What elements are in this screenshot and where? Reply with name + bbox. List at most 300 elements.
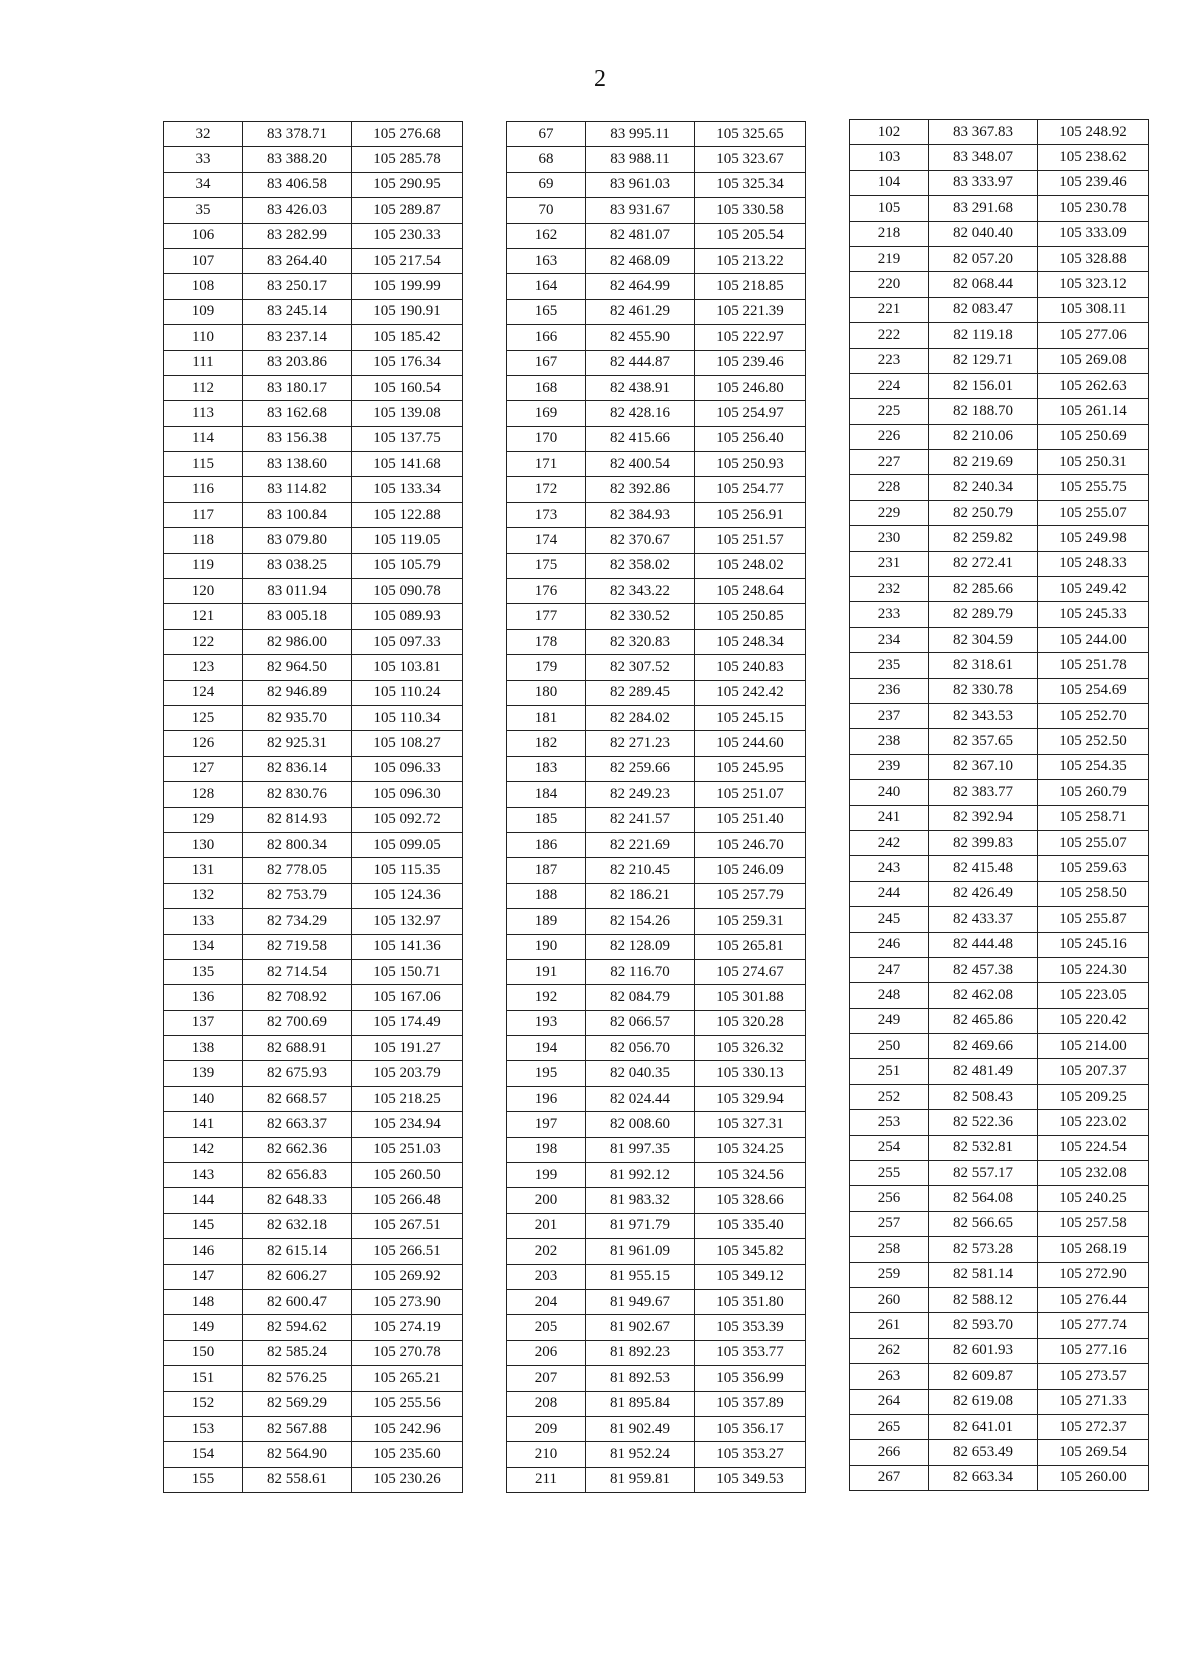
x-coordinate-cell: 82 619.08 (929, 1389, 1038, 1414)
table-row (164, 680, 463, 705)
point-number-cell: 103 (850, 145, 929, 170)
table-row (164, 604, 463, 629)
y-coordinate-cell: 105 223.02 (1038, 1110, 1149, 1135)
point-number-cell: 35 (164, 198, 243, 223)
point-number-cell: 165 (507, 299, 586, 324)
y-coordinate-cell: 105 276.68 (352, 122, 463, 147)
table-row (850, 1211, 1149, 1236)
table-row (850, 1440, 1149, 1465)
table-row (850, 1059, 1149, 1084)
point-number-cell: 183 (507, 756, 586, 781)
x-coordinate-cell: 82 249.23 (586, 782, 695, 807)
y-coordinate-cell: 105 105.79 (352, 553, 463, 578)
y-coordinate-cell: 105 353.77 (695, 1340, 806, 1365)
table-row (164, 1467, 463, 1492)
y-coordinate-cell: 105 257.79 (695, 883, 806, 908)
y-coordinate-cell: 105 242.96 (352, 1416, 463, 1441)
y-coordinate-cell: 105 244.60 (695, 731, 806, 756)
y-coordinate-cell: 105 357.89 (695, 1391, 806, 1416)
y-coordinate-cell: 105 209.25 (1038, 1084, 1149, 1109)
x-coordinate-cell: 82 040.40 (929, 221, 1038, 246)
y-coordinate-cell: 105 256.91 (695, 502, 806, 527)
point-number-cell: 32 (164, 122, 243, 147)
table-row (850, 1084, 1149, 1109)
table-row (507, 375, 806, 400)
table-row (850, 475, 1149, 500)
point-number-cell: 204 (507, 1289, 586, 1314)
y-coordinate-cell: 105 256.40 (695, 426, 806, 451)
point-number-cell: 181 (507, 705, 586, 730)
table-row (164, 655, 463, 680)
y-coordinate-cell: 105 238.62 (1038, 145, 1149, 170)
x-coordinate-cell: 82 289.45 (586, 680, 695, 705)
x-coordinate-cell: 82 700.69 (243, 1010, 352, 1035)
x-coordinate-cell: 81 902.67 (586, 1315, 695, 1340)
point-number-cell: 196 (507, 1086, 586, 1111)
table-row (164, 350, 463, 375)
point-number-cell: 223 (850, 348, 929, 373)
y-coordinate-cell: 105 250.31 (1038, 450, 1149, 475)
x-coordinate-cell: 82 465.86 (929, 1008, 1038, 1033)
y-coordinate-cell: 105 325.65 (695, 122, 806, 147)
point-number-cell: 33 (164, 147, 243, 172)
point-number-cell: 261 (850, 1313, 929, 1338)
table-row (164, 1112, 463, 1137)
point-number-cell: 163 (507, 248, 586, 273)
point-number-cell: 237 (850, 703, 929, 728)
table-row (507, 1289, 806, 1314)
y-coordinate-cell: 105 273.90 (352, 1289, 463, 1314)
point-number-cell: 259 (850, 1262, 929, 1287)
point-number-cell: 190 (507, 934, 586, 959)
point-number-cell: 202 (507, 1239, 586, 1264)
y-coordinate-cell: 105 349.12 (695, 1264, 806, 1289)
table-row (507, 350, 806, 375)
table-row (507, 147, 806, 172)
x-coordinate-cell: 82 481.49 (929, 1059, 1038, 1084)
point-number-cell: 141 (164, 1112, 243, 1137)
point-number-cell: 169 (507, 401, 586, 426)
x-coordinate-cell: 82 481.07 (586, 223, 695, 248)
table-row (164, 452, 463, 477)
point-number-cell: 244 (850, 881, 929, 906)
table-row (164, 858, 463, 883)
y-coordinate-cell: 105 246.80 (695, 375, 806, 400)
x-coordinate-cell: 82 468.09 (586, 248, 695, 273)
y-coordinate-cell: 105 251.78 (1038, 653, 1149, 678)
point-number-cell: 118 (164, 528, 243, 553)
y-coordinate-cell: 105 249.42 (1038, 577, 1149, 602)
y-coordinate-cell: 105 248.92 (1038, 120, 1149, 145)
table-row (507, 655, 806, 680)
x-coordinate-cell: 82 188.70 (929, 399, 1038, 424)
x-coordinate-cell: 82 285.66 (929, 577, 1038, 602)
x-coordinate-cell: 83 333.97 (929, 170, 1038, 195)
point-number-cell: 171 (507, 452, 586, 477)
table-row (507, 122, 806, 147)
table-row (164, 1442, 463, 1467)
table-row (850, 196, 1149, 221)
table-row (164, 1315, 463, 1340)
x-coordinate-cell: 82 400.54 (586, 452, 695, 477)
table-row (164, 1391, 463, 1416)
x-coordinate-cell: 82 307.52 (586, 655, 695, 680)
x-coordinate-cell: 81 961.09 (586, 1239, 695, 1264)
table-row (507, 1391, 806, 1416)
x-coordinate-cell: 83 961.03 (586, 172, 695, 197)
point-number-cell: 184 (507, 782, 586, 807)
table-row (164, 1036, 463, 1061)
point-number-cell: 235 (850, 653, 929, 678)
x-coordinate-cell: 82 653.49 (929, 1440, 1038, 1465)
y-coordinate-cell: 105 320.28 (695, 1010, 806, 1035)
point-number-cell: 34 (164, 172, 243, 197)
table-row (164, 807, 463, 832)
table-row (507, 629, 806, 654)
x-coordinate-cell: 82 576.25 (243, 1366, 352, 1391)
table-row (850, 577, 1149, 602)
point-number-cell: 120 (164, 579, 243, 604)
point-number-cell: 256 (850, 1186, 929, 1211)
y-coordinate-cell: 105 255.07 (1038, 500, 1149, 525)
table-row (164, 883, 463, 908)
point-number-cell: 110 (164, 325, 243, 350)
y-coordinate-cell: 105 230.26 (352, 1467, 463, 1492)
y-coordinate-cell: 105 242.42 (695, 680, 806, 705)
point-number-cell: 147 (164, 1264, 243, 1289)
y-coordinate-cell: 105 323.67 (695, 147, 806, 172)
y-coordinate-cell: 105 141.68 (352, 452, 463, 477)
point-number-cell: 109 (164, 299, 243, 324)
table-row (850, 120, 1149, 145)
y-coordinate-cell: 105 174.49 (352, 1010, 463, 1035)
point-number-cell: 192 (507, 985, 586, 1010)
y-coordinate-cell: 105 249.98 (1038, 526, 1149, 551)
table-row (507, 172, 806, 197)
table-row (164, 579, 463, 604)
point-number-cell: 136 (164, 985, 243, 1010)
y-coordinate-cell: 105 328.88 (1038, 246, 1149, 271)
x-coordinate-cell: 83 931.67 (586, 198, 695, 223)
table-row (507, 756, 806, 781)
y-coordinate-cell: 105 269.54 (1038, 1440, 1149, 1465)
x-coordinate-cell: 83 367.83 (929, 120, 1038, 145)
x-coordinate-cell: 82 083.47 (929, 297, 1038, 322)
x-coordinate-cell: 81 971.79 (586, 1213, 695, 1238)
point-number-cell: 197 (507, 1112, 586, 1137)
x-coordinate-cell: 82 601.93 (929, 1338, 1038, 1363)
y-coordinate-cell: 105 239.46 (695, 350, 806, 375)
point-number-cell: 117 (164, 502, 243, 527)
point-number-cell: 128 (164, 782, 243, 807)
y-coordinate-cell: 105 259.31 (695, 909, 806, 934)
y-coordinate-cell: 105 167.06 (352, 985, 463, 1010)
y-coordinate-cell: 105 214.00 (1038, 1034, 1149, 1059)
point-number-cell: 111 (164, 350, 243, 375)
point-number-cell: 176 (507, 579, 586, 604)
x-coordinate-cell: 82 663.37 (243, 1112, 352, 1137)
table-row (507, 1467, 806, 1492)
y-coordinate-cell: 105 261.14 (1038, 399, 1149, 424)
point-number-cell: 193 (507, 1010, 586, 1035)
y-coordinate-cell: 105 092.72 (352, 807, 463, 832)
x-coordinate-cell: 82 606.27 (243, 1264, 352, 1289)
x-coordinate-cell: 82 068.44 (929, 272, 1038, 297)
point-number-cell: 139 (164, 1061, 243, 1086)
x-coordinate-cell: 82 986.00 (243, 629, 352, 654)
x-coordinate-cell: 82 675.93 (243, 1061, 352, 1086)
table-row (507, 452, 806, 477)
table-row (850, 1110, 1149, 1135)
x-coordinate-cell: 82 066.57 (586, 1010, 695, 1035)
table-row (850, 881, 1149, 906)
point-number-cell: 253 (850, 1110, 929, 1135)
table-row (850, 424, 1149, 449)
x-coordinate-cell: 82 566.65 (929, 1211, 1038, 1236)
point-number-cell: 134 (164, 934, 243, 959)
point-number-cell: 254 (850, 1135, 929, 1160)
point-number-cell: 245 (850, 907, 929, 932)
table-row (507, 909, 806, 934)
point-number-cell: 126 (164, 731, 243, 756)
x-coordinate-cell: 82 154.26 (586, 909, 695, 934)
y-coordinate-cell: 105 122.88 (352, 502, 463, 527)
y-coordinate-cell: 105 235.60 (352, 1442, 463, 1467)
x-coordinate-cell: 82 935.70 (243, 705, 352, 730)
point-number-cell: 144 (164, 1188, 243, 1213)
x-coordinate-cell: 82 384.93 (586, 502, 695, 527)
y-coordinate-cell: 105 244.00 (1038, 627, 1149, 652)
point-number-cell: 116 (164, 477, 243, 502)
x-coordinate-cell: 82 250.79 (929, 500, 1038, 525)
x-coordinate-cell: 82 383.77 (929, 780, 1038, 805)
point-number-cell: 263 (850, 1364, 929, 1389)
point-number-cell: 255 (850, 1161, 929, 1186)
point-number-cell: 138 (164, 1036, 243, 1061)
table-row (507, 858, 806, 883)
x-coordinate-cell: 82 719.58 (243, 934, 352, 959)
table-row (164, 299, 463, 324)
x-coordinate-cell: 82 663.34 (929, 1465, 1038, 1490)
y-coordinate-cell: 105 250.69 (1038, 424, 1149, 449)
table-row (507, 959, 806, 984)
y-coordinate-cell: 105 324.25 (695, 1137, 806, 1162)
point-number-cell: 210 (507, 1442, 586, 1467)
x-coordinate-cell: 82 581.14 (929, 1262, 1038, 1287)
table-row (850, 551, 1149, 576)
table-row (507, 1442, 806, 1467)
x-coordinate-cell: 82 444.87 (586, 350, 695, 375)
point-number-cell: 69 (507, 172, 586, 197)
point-number-cell: 230 (850, 526, 929, 551)
point-number-cell: 142 (164, 1137, 243, 1162)
table-row (850, 830, 1149, 855)
x-coordinate-cell: 81 892.53 (586, 1366, 695, 1391)
x-coordinate-cell: 82 367.10 (929, 754, 1038, 779)
x-coordinate-cell: 82 399.83 (929, 830, 1038, 855)
x-coordinate-cell: 82 558.61 (243, 1467, 352, 1492)
y-coordinate-cell: 105 285.78 (352, 147, 463, 172)
table-row (850, 399, 1149, 424)
point-number-cell: 113 (164, 401, 243, 426)
table-row (164, 553, 463, 578)
point-number-cell: 106 (164, 223, 243, 248)
x-coordinate-cell: 82 330.78 (929, 678, 1038, 703)
point-number-cell: 224 (850, 373, 929, 398)
y-coordinate-cell: 105 252.70 (1038, 703, 1149, 728)
x-coordinate-cell: 83 180.17 (243, 375, 352, 400)
y-coordinate-cell: 105 255.75 (1038, 475, 1149, 500)
x-coordinate-cell: 82 964.50 (243, 655, 352, 680)
table-row (164, 1289, 463, 1314)
table-row (164, 1264, 463, 1289)
y-coordinate-cell: 105 301.88 (695, 985, 806, 1010)
y-coordinate-cell: 105 268.19 (1038, 1237, 1149, 1262)
y-coordinate-cell: 105 254.35 (1038, 754, 1149, 779)
x-coordinate-cell: 81 955.15 (586, 1264, 695, 1289)
table-row (507, 248, 806, 273)
point-number-cell: 152 (164, 1391, 243, 1416)
point-number-cell: 146 (164, 1239, 243, 1264)
y-coordinate-cell: 105 356.99 (695, 1366, 806, 1391)
y-coordinate-cell: 105 110.34 (352, 705, 463, 730)
y-coordinate-cell: 105 262.63 (1038, 373, 1149, 398)
x-coordinate-cell: 83 011.94 (243, 579, 352, 604)
x-coordinate-cell: 83 426.03 (243, 198, 352, 223)
point-number-cell: 241 (850, 805, 929, 830)
y-coordinate-cell: 105 333.09 (1038, 221, 1149, 246)
point-number-cell: 198 (507, 1137, 586, 1162)
table-row (507, 223, 806, 248)
x-coordinate-cell: 81 959.81 (586, 1467, 695, 1492)
x-coordinate-cell: 82 588.12 (929, 1287, 1038, 1312)
y-coordinate-cell: 105 248.34 (695, 629, 806, 654)
x-coordinate-cell: 82 662.36 (243, 1137, 352, 1162)
y-coordinate-cell: 105 266.51 (352, 1239, 463, 1264)
x-coordinate-cell: 83 264.40 (243, 248, 352, 273)
table-row (507, 731, 806, 756)
x-coordinate-cell: 82 609.87 (929, 1364, 1038, 1389)
point-number-cell: 122 (164, 629, 243, 654)
point-number-cell: 124 (164, 680, 243, 705)
table-row (850, 1237, 1149, 1262)
point-number-cell: 105 (850, 196, 929, 221)
y-coordinate-cell: 105 260.50 (352, 1163, 463, 1188)
y-coordinate-cell: 105 185.42 (352, 325, 463, 350)
point-number-cell: 187 (507, 858, 586, 883)
coordinates-table-2 (506, 121, 806, 1493)
x-coordinate-cell: 82 415.66 (586, 426, 695, 451)
point-number-cell: 191 (507, 959, 586, 984)
y-coordinate-cell: 105 251.07 (695, 782, 806, 807)
table-row (164, 1010, 463, 1035)
table-row (164, 1137, 463, 1162)
table-row (507, 1213, 806, 1238)
y-coordinate-cell: 105 356.17 (695, 1416, 806, 1441)
point-number-cell: 179 (507, 655, 586, 680)
point-number-cell: 222 (850, 323, 929, 348)
table-row (507, 883, 806, 908)
x-coordinate-cell: 83 388.20 (243, 147, 352, 172)
x-coordinate-cell: 82 946.89 (243, 680, 352, 705)
x-coordinate-cell: 82 522.36 (929, 1110, 1038, 1135)
point-number-cell: 250 (850, 1034, 929, 1059)
y-coordinate-cell: 105 272.90 (1038, 1262, 1149, 1287)
x-coordinate-cell: 82 370.67 (586, 528, 695, 553)
y-coordinate-cell: 105 190.91 (352, 299, 463, 324)
x-coordinate-cell: 82 469.66 (929, 1034, 1038, 1059)
point-number-cell: 264 (850, 1389, 929, 1414)
point-number-cell: 185 (507, 807, 586, 832)
table-row (164, 934, 463, 959)
table-row (507, 477, 806, 502)
point-number-cell: 240 (850, 780, 929, 805)
x-coordinate-cell: 81 895.84 (586, 1391, 695, 1416)
point-number-cell: 182 (507, 731, 586, 756)
x-coordinate-cell: 82 343.22 (586, 579, 695, 604)
y-coordinate-cell: 105 255.56 (352, 1391, 463, 1416)
point-number-cell: 104 (850, 170, 929, 195)
x-coordinate-cell: 82 221.69 (586, 832, 695, 857)
point-number-cell: 67 (507, 122, 586, 147)
x-coordinate-cell: 83 038.25 (243, 553, 352, 578)
x-coordinate-cell: 82 271.23 (586, 731, 695, 756)
x-coordinate-cell: 82 632.18 (243, 1213, 352, 1238)
y-coordinate-cell: 105 246.09 (695, 858, 806, 883)
x-coordinate-cell: 81 902.49 (586, 1416, 695, 1441)
table-row (507, 579, 806, 604)
table-row (164, 248, 463, 273)
table-row (850, 246, 1149, 271)
table-row (850, 1135, 1149, 1160)
table-row (507, 604, 806, 629)
point-number-cell: 211 (507, 1467, 586, 1492)
y-coordinate-cell: 105 254.69 (1038, 678, 1149, 703)
table-row (507, 832, 806, 857)
y-coordinate-cell: 105 240.25 (1038, 1186, 1149, 1211)
x-coordinate-cell: 83 282.99 (243, 223, 352, 248)
x-coordinate-cell: 81 949.67 (586, 1289, 695, 1314)
table-row (850, 1338, 1149, 1363)
point-number-cell: 207 (507, 1366, 586, 1391)
point-number-cell: 108 (164, 274, 243, 299)
table-row (850, 170, 1149, 195)
x-coordinate-cell: 82 304.59 (929, 627, 1038, 652)
point-number-cell: 205 (507, 1315, 586, 1340)
x-coordinate-cell: 82 272.41 (929, 551, 1038, 576)
page-number: 2 (594, 66, 606, 92)
y-coordinate-cell: 105 251.57 (695, 528, 806, 553)
table-row (850, 627, 1149, 652)
point-number-cell: 150 (164, 1340, 243, 1365)
y-coordinate-cell: 105 133.34 (352, 477, 463, 502)
table-row (164, 832, 463, 857)
x-coordinate-cell: 82 392.94 (929, 805, 1038, 830)
table-row (507, 1315, 806, 1340)
table-row (850, 1008, 1149, 1033)
y-coordinate-cell: 105 267.51 (352, 1213, 463, 1238)
table-row (164, 147, 463, 172)
x-coordinate-cell: 82 116.70 (586, 959, 695, 984)
x-coordinate-cell: 82 241.57 (586, 807, 695, 832)
table-row (850, 780, 1149, 805)
x-coordinate-cell: 82 508.43 (929, 1084, 1038, 1109)
y-coordinate-cell: 105 097.33 (352, 629, 463, 654)
table-row (164, 274, 463, 299)
x-coordinate-cell: 82 830.76 (243, 782, 352, 807)
point-number-cell: 68 (507, 147, 586, 172)
point-number-cell: 188 (507, 883, 586, 908)
